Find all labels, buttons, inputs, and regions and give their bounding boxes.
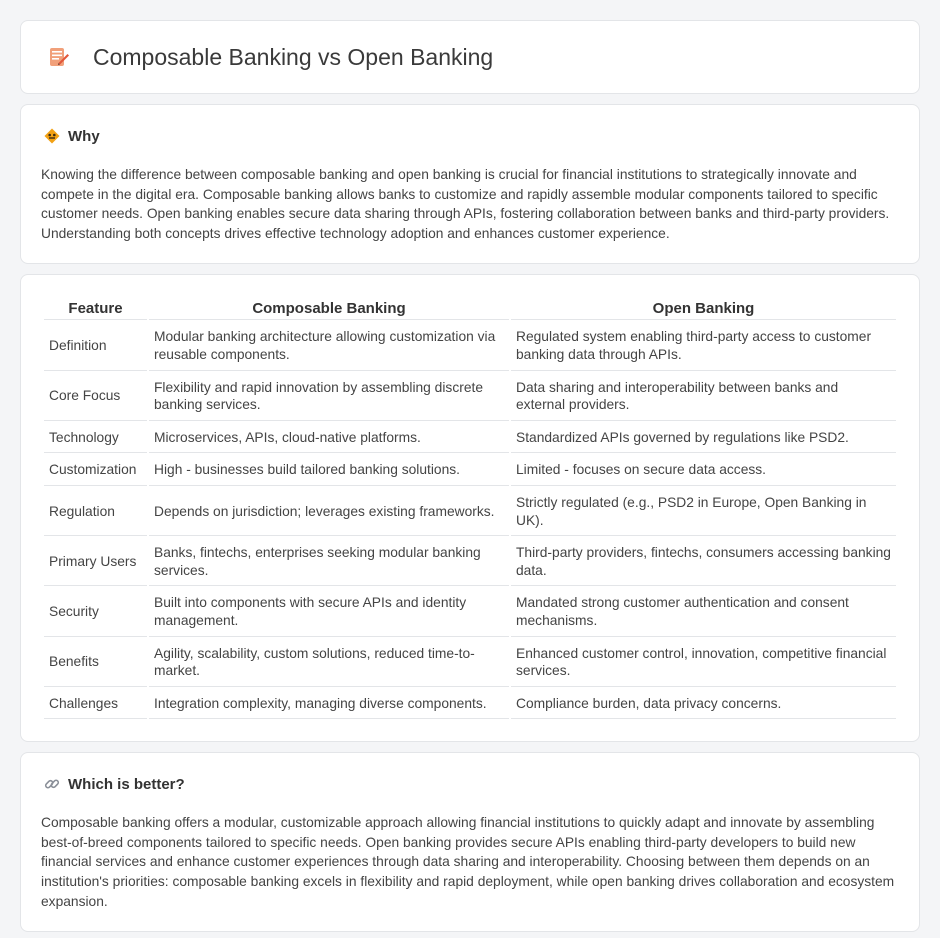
link-icon — [43, 775, 61, 793]
cell-feature: Regulation — [44, 488, 147, 536]
cell-composable: High - businesses build tailored banking solutions. — [149, 455, 509, 486]
cell-open: Regulated system enabling third-party access to customer banking data through APIs. — [511, 322, 896, 370]
cell-feature: Core Focus — [44, 373, 147, 421]
cell-composable: Built into components with secure APIs and identity management. — [149, 588, 509, 636]
comparison-table — [42, 295, 898, 721]
header-feature: Feature — [44, 297, 147, 320]
table-row — [44, 588, 896, 636]
cell-open: Third-party providers, fintechs, consumers accessing banking data. — [511, 538, 896, 586]
cell-composable: Integration complexity, managing diverse components. — [149, 689, 509, 720]
cell-open: Enhanced customer control, innovation, competitive financial services. — [511, 639, 896, 687]
page-title: Composable Banking vs Open Banking — [93, 43, 494, 70]
cell-open: Compliance burden, data privacy concerns. — [511, 689, 896, 720]
table-row — [44, 322, 896, 370]
cell-open: Mandated strong customer authentication and consent mechanisms. — [511, 588, 896, 636]
diamond-sign-icon — [43, 127, 61, 145]
which-better-heading — [41, 775, 899, 793]
which-better-section — [20, 752, 920, 932]
table-row — [44, 455, 896, 486]
why-section — [20, 104, 920, 264]
cell-feature: Primary Users — [44, 538, 147, 586]
document-pencil-icon — [45, 43, 73, 71]
cell-composable: Modular banking architecture allowing customization via reusable components. — [149, 322, 509, 370]
table-row — [44, 373, 896, 421]
cell-composable: Microservices, APIs, cloud-native platforms. — [149, 423, 509, 454]
header-open: Open Banking — [511, 297, 896, 320]
which-better-text: Composable banking offers a modular, customizable approach allowing financial institutions to quickly adapt and innovate by assembling best-of-breed components tailored to specific needs. Open banking provides secure APIs enabling third-party developers to build new financial services and enhance customer experiences through data sharing and interoperability. Choosing between them depends on an institution's priorities: composable banking excels in flexibility and rapid deployment, while open banking drives collaboration and ecosystem expansion. — [41, 815, 895, 909]
table-row — [44, 423, 896, 454]
cell-composable: Agility, scalability, custom solutions, reduced time-to-market. — [149, 639, 509, 687]
why-heading — [41, 127, 899, 145]
comparison-table-card — [20, 274, 920, 742]
table-header-row — [44, 297, 896, 320]
table-row — [44, 689, 896, 720]
title-card — [20, 20, 920, 94]
why-heading-label: Why — [68, 127, 100, 145]
table-row — [44, 538, 896, 586]
cell-feature: Customization — [44, 455, 147, 486]
cell-composable: Banks, fintechs, enterprises seeking modular banking services. — [149, 538, 509, 586]
cell-feature: Benefits — [44, 639, 147, 687]
cell-open: Data sharing and interoperability between banks and external providers. — [511, 373, 896, 421]
cell-feature: Technology — [44, 423, 147, 454]
table-row — [44, 639, 896, 687]
cell-feature: Definition — [44, 322, 147, 370]
cell-open: Limited - focuses on secure data access. — [511, 455, 896, 486]
cell-composable: Flexibility and rapid innovation by assembling discrete banking services. — [149, 373, 509, 421]
cell-open: Strictly regulated (e.g., PSD2 in Europe, Open Banking in UK). — [511, 488, 896, 536]
header-composable: Composable Banking — [149, 297, 509, 320]
cell-open: Standardized APIs governed by regulations like PSD2. — [511, 423, 896, 454]
cell-feature: Challenges — [44, 689, 147, 720]
table-row — [44, 488, 896, 536]
which-better-heading-label: Which is better? — [68, 775, 185, 793]
why-text: Knowing the difference between composable banking and open banking is crucial for financial institutions to strategically innovate and compete in the digital era. Composable banking allows banks to customize and rapidly assemble modular components tailored to specific customer needs. Open banking enables secure data sharing through APIs, fostering collaboration between banks and third-party providers. Understanding both concepts drives effective technology adoption and enhances customer experience. — [41, 167, 890, 241]
cell-feature: Security — [44, 588, 147, 636]
cell-composable: Depends on jurisdiction; leverages existing frameworks. — [149, 488, 509, 536]
